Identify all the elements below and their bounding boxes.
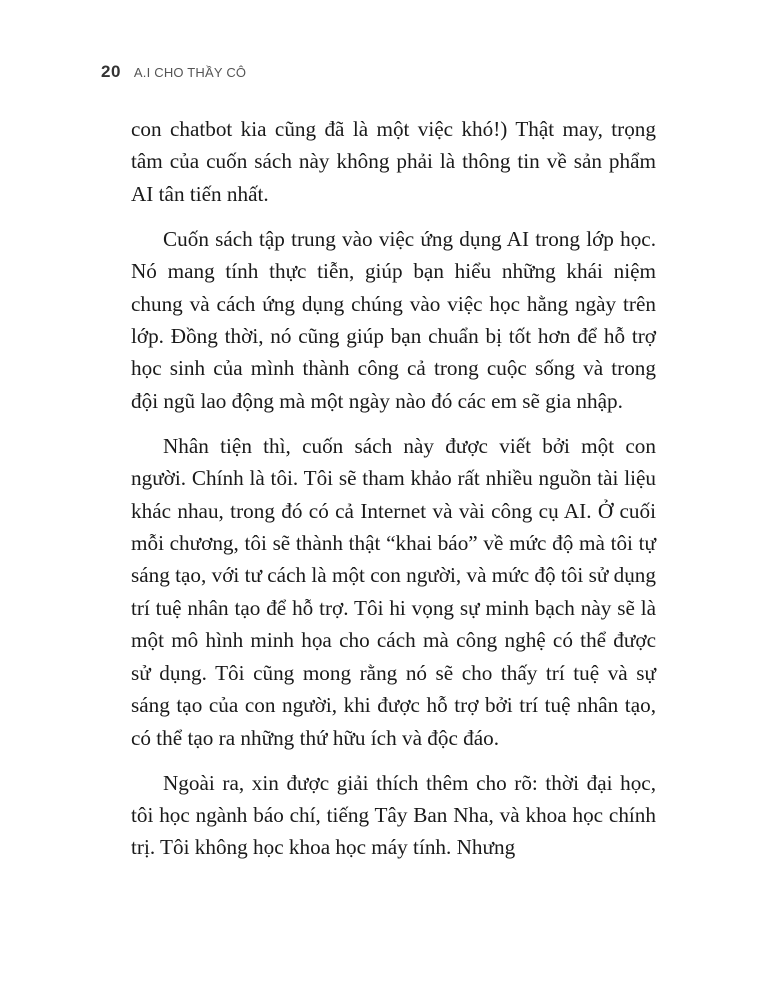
body-text — [131, 113, 656, 876]
paragraph-author-disclosure: Nhân tiện thì, cuốn sách này được viết bởi một con người. Chính là tôi. Tôi sẽ tham khảo rất nhiều nguồn tài liệu khác nhau, trong đó có cả Internet và vài công cụ AI. Ở cuối mỗi chương, tôi sẽ thành thật “khai báo” về mức độ mà tôi tự sáng tạo, với tư cách là một con người, và mức độ tôi sử dụng trí tuệ nhân tạo để hỗ trợ. Tôi hi vọng sự minh bạch này sẽ là một mô hình minh họa cho cách mà công nghệ có thể được sử dụng. Tôi cũng mong rằng nó sẽ cho thấy trí tuệ và sự sáng tạo của con người, khi được hỗ trợ bởi trí tuệ nhân tạo, có thể tạo ra những thứ hữu ích và độc đáo. — [131, 433, 656, 750]
book-title: A.I CHO THẦY CÔ — [133, 65, 247, 80]
running-header — [101, 62, 246, 82]
page-number: 20 — [101, 62, 121, 81]
paragraph-author-background: Ngoài ra, xin được giải thích thêm cho rõ: thời đại học, tôi học ngành báo chí, tiếng Tây Ban Nha, và khoa học chính trị. Tôi không học khoa học máy tính. Nhưng — [131, 770, 656, 860]
paragraph-book-focus: Cuốn sách tập trung vào việc ứng dụng AI trong lớp học. Nó mang tính thực tiễn, giúp bạn hiểu những khái niệm chung và cách ứng dụng chúng vào việc học hằng ngày trên lớp. Đồng thời, nó cũng giúp bạn chuẩn bị tốt hơn để hỗ trợ học sinh của mình thành công cả trong cuộc sống và trong đội ngũ lao động mà một ngày nào đó các em sẽ gia nhập. — [131, 226, 656, 413]
paragraph-continuation: con chatbot kia cũng đã là một việc khó!) Thật may, trọng tâm của cuốn sách này không phải là thông tin về sản phẩm AI tân tiến nhất. — [131, 117, 656, 206]
